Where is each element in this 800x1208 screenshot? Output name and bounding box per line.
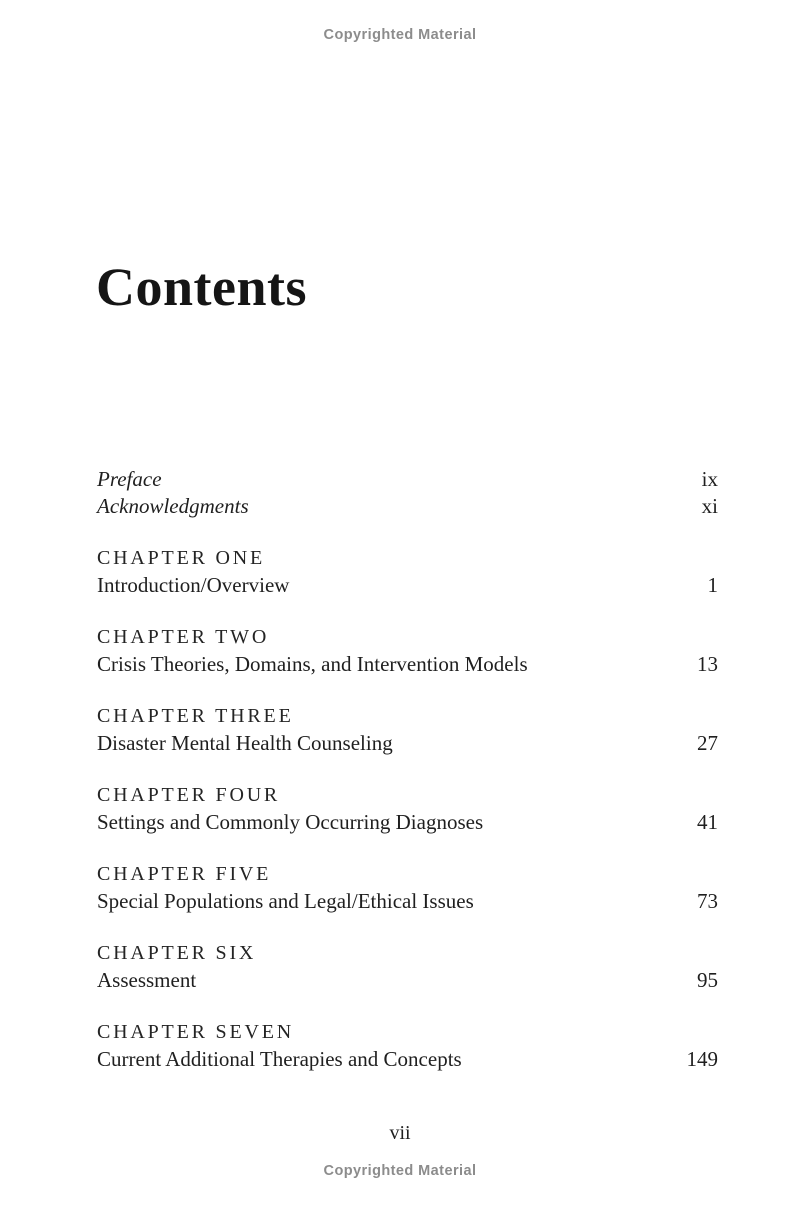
page-title: Contents — [96, 257, 308, 317]
toc-chapter-two — [97, 624, 718, 678]
toc-entry-page-number: ix — [701, 467, 718, 491]
toc-chapter-five — [97, 861, 718, 915]
copyright-notice-bottom: Copyrighted Material — [323, 1163, 477, 1179]
toc-entry-preface — [97, 466, 718, 493]
toc-entry-label: Preface — [97, 467, 162, 491]
toc-entry-page-number: 73 — [697, 889, 718, 913]
chapter-title: Current Additional Therapies and Concepts — [97, 1047, 462, 1071]
chapter-heading: CHAPTER THREE — [97, 705, 294, 727]
toc-entry — [97, 1046, 718, 1073]
toc-entry-page-number: 27 — [697, 731, 718, 755]
toc-entry-page-number: 1 — [707, 573, 718, 597]
toc-entry-page-number: xi — [701, 494, 718, 518]
toc-entry — [97, 967, 718, 994]
toc-entry — [97, 888, 718, 915]
chapter-heading: CHAPTER TWO — [97, 626, 270, 648]
toc-entry — [97, 572, 718, 599]
chapter-title: Settings and Commonly Occurring Diagnoses — [97, 810, 484, 834]
chapter-title: Crisis Theories, Domains, and Intervention Models — [97, 652, 528, 676]
table-of-contents — [97, 466, 718, 1073]
toc-chapter-six — [97, 940, 718, 994]
chapter-heading: CHAPTER FOUR — [97, 784, 281, 806]
toc-entry — [97, 651, 718, 678]
toc-entry-page-number: 41 — [697, 810, 718, 834]
toc-entry-label: Acknowledgments — [97, 494, 249, 518]
chapter-title: Assessment — [97, 968, 197, 992]
folio-page-number: vii — [389, 1122, 411, 1144]
chapter-title: Disaster Mental Health Counseling — [97, 731, 393, 755]
chapter-title: Special Populations and Legal/Ethical Issues — [97, 889, 474, 913]
toc-chapter-four — [97, 782, 718, 836]
toc-chapter-seven — [97, 1019, 718, 1073]
toc-entry — [97, 730, 718, 757]
toc-entry-page-number: 149 — [686, 1047, 718, 1071]
chapter-heading: CHAPTER ONE — [97, 547, 266, 569]
copyright-notice-top: Copyrighted Material — [323, 27, 477, 43]
chapter-title: Introduction/Overview — [97, 573, 290, 597]
chapter-heading: CHAPTER SIX — [97, 942, 257, 964]
toc-chapter-three — [97, 703, 718, 757]
toc-entry — [97, 809, 718, 836]
front-matter-section — [97, 466, 718, 520]
toc-chapter-one — [97, 545, 718, 599]
chapter-heading: CHAPTER SEVEN — [97, 1021, 294, 1043]
toc-entry-page-number: 13 — [697, 652, 718, 676]
chapter-heading: CHAPTER FIVE — [97, 863, 272, 885]
toc-entry-page-number: 95 — [697, 968, 718, 992]
toc-entry-acknowledgments — [97, 493, 718, 520]
